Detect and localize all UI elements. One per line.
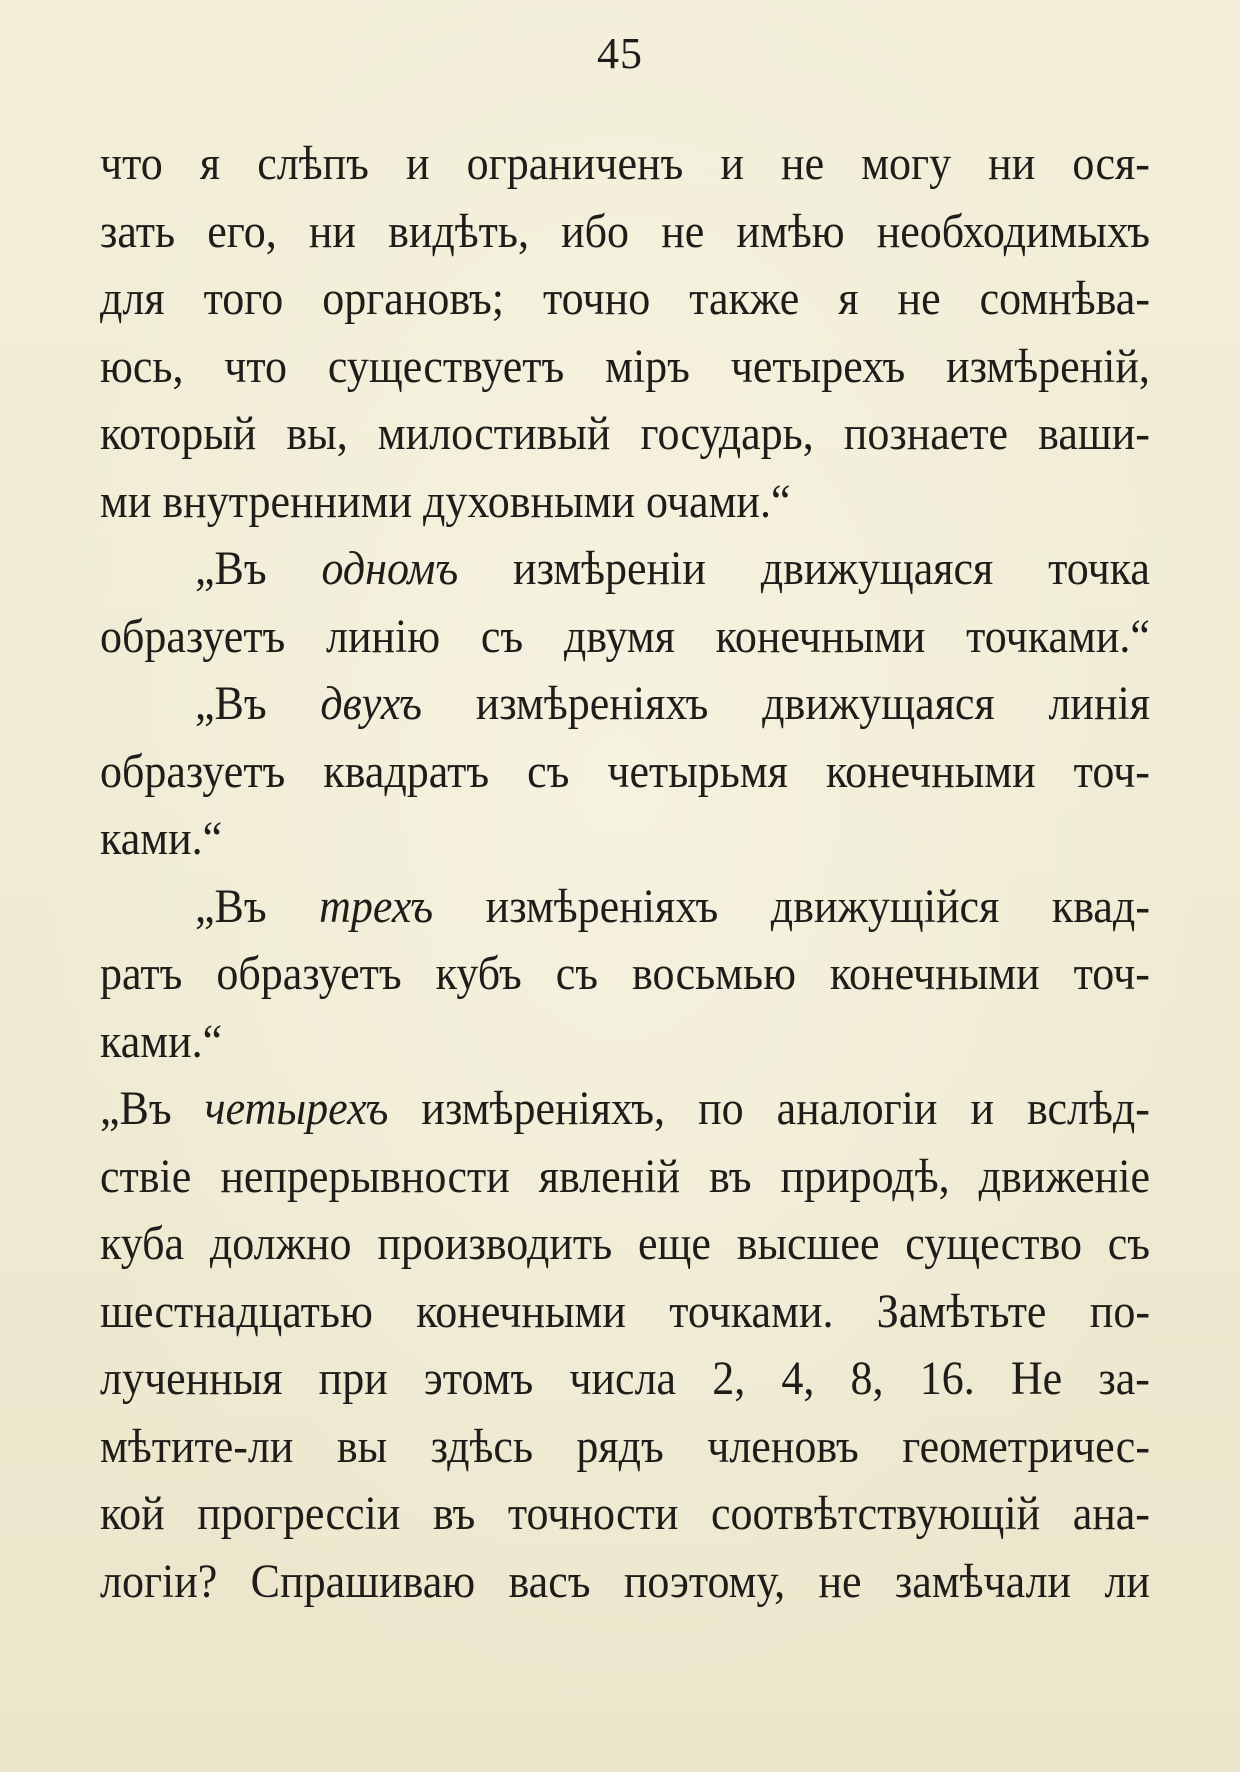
word: юсь,: [100, 339, 184, 393]
word: могу: [861, 137, 952, 190]
text-line: [100, 1207, 1150, 1280]
word: измѣреній,: [946, 339, 1150, 393]
word: ли: [1104, 1554, 1150, 1608]
word: должно: [209, 1217, 352, 1270]
word: соотвѣтствующій: [710, 1487, 1041, 1540]
word: Не: [1010, 1352, 1063, 1405]
word: познаете: [843, 407, 1009, 460]
word: высшее: [736, 1217, 880, 1270]
word: точ-: [1073, 947, 1150, 1000]
word: ратъ: [100, 947, 183, 1000]
word: что: [224, 339, 288, 393]
word: я: [838, 272, 859, 325]
word: и: [970, 1082, 994, 1135]
text-line: [100, 870, 1150, 943]
word: слѣпъ: [257, 137, 369, 190]
word: не: [897, 272, 941, 325]
word: что: [100, 137, 163, 190]
word: логіи?: [100, 1554, 218, 1608]
word: поэтому,: [623, 1554, 786, 1608]
word: не: [781, 137, 825, 190]
word: измѣреніяхъ,: [421, 1082, 666, 1135]
text-line: [100, 802, 1150, 875]
word: 2,: [712, 1352, 746, 1405]
word: необходимыхъ: [876, 204, 1150, 258]
word: куба: [100, 1217, 185, 1270]
word: я: [199, 137, 221, 190]
word: и: [406, 137, 430, 190]
word: конечными: [715, 609, 926, 663]
word: который: [100, 407, 257, 460]
word: ни: [988, 137, 1036, 190]
word: конечными: [416, 1284, 626, 1338]
word: Спрашиваю: [250, 1554, 476, 1608]
word: четырехъ: [730, 339, 906, 393]
word: кой: [100, 1487, 165, 1540]
word: видѣть,: [388, 204, 529, 258]
text-line: [100, 1477, 1150, 1550]
word: конечными: [825, 744, 1036, 798]
word: съ: [480, 609, 524, 663]
word: 8,: [850, 1352, 884, 1405]
text-line: [100, 1342, 1150, 1415]
word: сомнѣва-: [979, 272, 1150, 325]
text-line: [100, 397, 1150, 470]
word: непрерывности: [220, 1149, 510, 1203]
text-line: [100, 330, 1150, 403]
word: членовъ: [707, 1419, 859, 1473]
word: его,: [207, 204, 277, 258]
word: кубъ: [435, 947, 522, 1000]
word: ками.“: [100, 812, 223, 865]
text-line: [100, 1005, 1150, 1078]
word: и: [720, 137, 744, 190]
word: точка: [1048, 542, 1150, 595]
word: ствіе: [100, 1149, 192, 1203]
word: здѣсь: [430, 1419, 534, 1473]
emphasized-word: двухъ: [320, 677, 422, 730]
text-line: [100, 1140, 1150, 1213]
word: „Въ: [195, 879, 267, 933]
word: внутренними: [162, 474, 413, 528]
word: измѣреніи: [513, 542, 706, 595]
text-line: [100, 262, 1150, 335]
word: точ-: [1073, 744, 1150, 798]
text-line: [100, 1275, 1150, 1348]
word: ками.“: [100, 1014, 223, 1068]
word: для: [100, 272, 165, 325]
word: васъ: [508, 1554, 591, 1608]
word: шестнадцатью: [100, 1284, 373, 1338]
word: точками.“: [966, 609, 1150, 663]
word: геометричес-: [902, 1419, 1150, 1473]
word: линію: [326, 609, 441, 663]
word: вслѣд-: [1027, 1082, 1150, 1135]
word: движущаяся: [762, 677, 995, 730]
word: вы: [336, 1419, 388, 1473]
word: не: [818, 1554, 862, 1608]
body-text: [100, 130, 1150, 1615]
word: этомъ: [423, 1352, 534, 1405]
text-line: [100, 127, 1150, 200]
word: точности: [507, 1487, 679, 1540]
word: ибо: [561, 204, 630, 258]
word: числа: [569, 1352, 677, 1405]
emphasized-word: четырехъ: [204, 1082, 389, 1135]
word: двумя: [563, 609, 675, 663]
word: духовными: [423, 474, 636, 528]
word: по-: [1089, 1284, 1150, 1338]
word: образуетъ: [100, 609, 286, 663]
word: мѣтите-ли: [100, 1419, 294, 1473]
word: „Въ: [195, 677, 267, 730]
word: измѣреніяхъ: [475, 677, 709, 730]
word: „Въ: [195, 542, 267, 595]
word: точками.: [669, 1284, 834, 1338]
word: очами.“: [646, 474, 791, 528]
word: четырьмя: [607, 744, 788, 798]
emphasized-word: трехъ: [319, 879, 434, 933]
text-line: [100, 600, 1150, 673]
word: лученныя: [100, 1352, 283, 1405]
page-number: 45: [597, 29, 643, 78]
word: замѣчали: [894, 1554, 1072, 1608]
word: государь,: [640, 407, 814, 460]
word: съ: [555, 947, 599, 1000]
text-line: [100, 937, 1150, 1010]
word: конечными: [829, 947, 1040, 1000]
emphasized-word: одномъ: [321, 542, 459, 595]
word: при: [318, 1352, 388, 1405]
word: зать: [100, 204, 176, 258]
word: движеніе: [978, 1149, 1150, 1203]
word: по: [698, 1082, 744, 1135]
word: за-: [1098, 1352, 1150, 1405]
text-line: [100, 667, 1150, 740]
word: движущаяся: [760, 542, 994, 595]
word: образуетъ: [100, 744, 286, 798]
word: прогрессіи: [197, 1487, 401, 1540]
word: измѣреніяхъ: [485, 879, 719, 933]
word: въ: [432, 1487, 476, 1540]
text-line: [100, 1545, 1150, 1618]
text-line: [100, 1410, 1150, 1483]
text-line: [100, 465, 1150, 538]
word: въ: [709, 1149, 752, 1203]
word: ваши-: [1038, 407, 1150, 460]
word: милостивый: [377, 407, 611, 460]
word: имѣю: [736, 204, 845, 258]
word: рядъ: [576, 1419, 664, 1473]
word: съ: [527, 744, 570, 798]
text-line: [100, 532, 1150, 605]
word: аналогіи: [776, 1082, 938, 1135]
word: вы,: [286, 407, 348, 460]
word: образуетъ: [216, 947, 402, 1000]
word: точно: [543, 272, 651, 325]
word: также: [689, 272, 800, 325]
text-line: [100, 195, 1150, 268]
word: ограниченъ: [466, 137, 684, 190]
word: ося-: [1072, 137, 1150, 190]
word: того: [203, 272, 284, 325]
word: движущійся: [770, 879, 1000, 933]
word: міръ: [605, 339, 690, 393]
word: съ: [1107, 1217, 1150, 1270]
word: 16.: [919, 1352, 975, 1405]
word: ана-: [1072, 1487, 1150, 1540]
word: квад-: [1051, 879, 1150, 933]
word: не: [661, 204, 705, 258]
word: производить: [377, 1217, 613, 1270]
word: существо: [905, 1217, 1082, 1270]
word: 4,: [781, 1352, 815, 1405]
word: восьмью: [632, 947, 796, 1000]
word: ми: [100, 474, 152, 528]
word: явленій: [538, 1149, 681, 1203]
word: природѣ,: [780, 1149, 950, 1203]
word: еще: [637, 1217, 711, 1270]
word: „Въ: [100, 1082, 172, 1135]
word: органовъ;: [322, 272, 505, 325]
word: линія: [1048, 677, 1150, 730]
word: квадратъ: [323, 744, 490, 798]
text-line: [100, 735, 1150, 808]
text-line: [100, 1072, 1150, 1145]
word: Замѣтьте: [876, 1284, 1047, 1338]
word: ни: [308, 204, 356, 258]
word: существуетъ: [327, 339, 565, 393]
